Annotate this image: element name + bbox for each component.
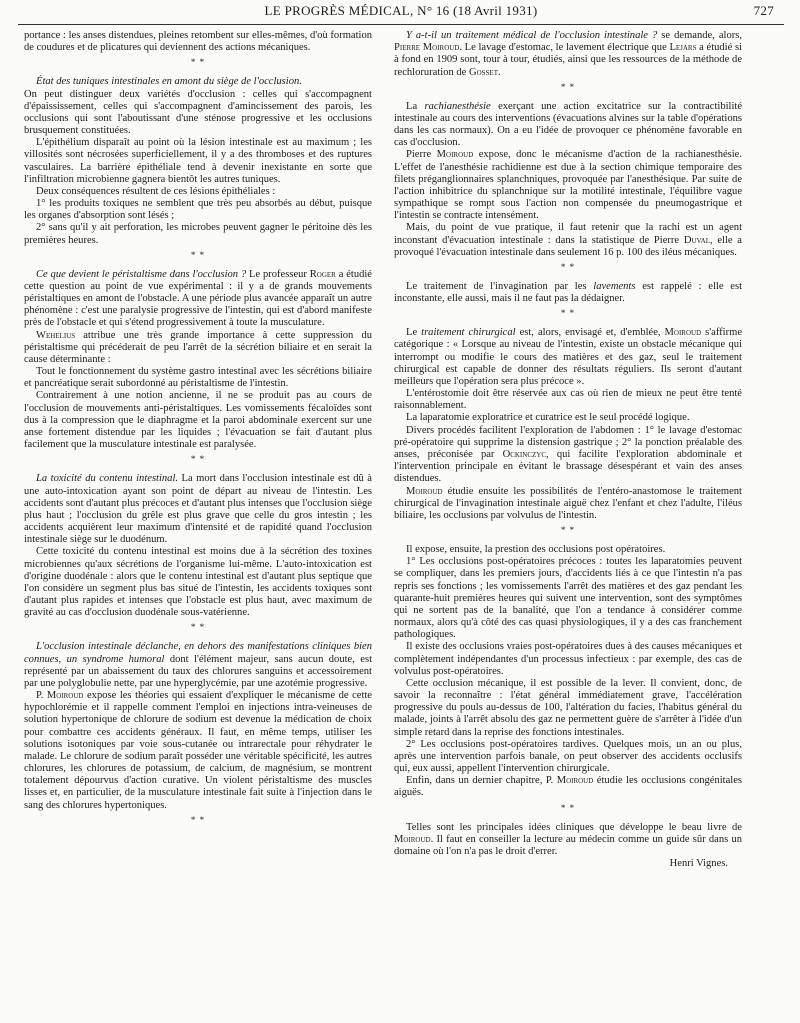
paragraph: 2° Les occlusions post-opératoires tardives. Quelques mois, un an ou plus, après une intervention parfois banale, on peut observer des accidents occlusifs qui, eux aussi, appellent l'intervention chirurgicale. xyxy=(394,738,742,775)
emphasis: rachianesthésie xyxy=(424,100,491,112)
text-run: expose, donc le mécanisme d'action de la rachianesthésie. L'effet de l'anesthésie rachidienne est due à la section chimique temporaire des filets préganglionnaires splanchniques, provoquée par l'anesthésique. Par suite de l'action inhibitrice du splanchnique sur la motilité intestinale, l'équilibre vague sympathique se rompt sous l'action non compensée du pneumogastrique et l'intestin se contracte intensément. xyxy=(394,149,742,222)
author-name: Moiroud xyxy=(394,833,431,845)
section-separator: * * xyxy=(190,249,206,260)
paragraph: Cette occlusion mécanique, il est possible de la lever. Il convient, donc, de savoir la reconnaître : l'état général immédiatement grave, l'accélération progressive du pouls au-dessus de 100, l'altération du facies, l'habitus général du malade, joints à l'arrêt absolu des gaz ne permettent guère de s'arrêter à l'idée d'un simple retard dans la reprise des fonctions intestinales. xyxy=(394,677,742,738)
paragraph xyxy=(24,641,372,690)
text-run: attribue une très grande importance à cette suppression du péristaltisme qui précéderait de peu l'arrêt de la sécrétion biliaire et en serait la cause déterminante : xyxy=(24,329,372,365)
section-title: État des tuniques intestinales en amont du siège de l'occlusion. xyxy=(36,76,302,88)
author-name: Moiroud xyxy=(406,485,443,497)
paragraph xyxy=(24,690,372,812)
section-separator: * * xyxy=(190,622,206,633)
author-name: P. Moiroud xyxy=(36,690,84,702)
paragraph xyxy=(394,281,742,305)
paragraph: L'épithélium disparaît au point où la lésion intestinale est au maximum ; les villosités sont nécrosées superficiellement, il y a des thromboses et des ruptures vasculaires. La barrière épithéliale tend à devenir inexistante en sorte que l'infiltration microbienne gagnera bientôt les autres tuniques. xyxy=(24,137,372,185)
author-name: Pierre Moiroud xyxy=(394,42,460,54)
page-header xyxy=(18,3,784,23)
page-number: 727 xyxy=(753,3,774,18)
text-run: . Le lavage d'estomac, le lavement électrique que xyxy=(459,42,670,54)
author-name: Roger xyxy=(309,268,336,280)
paragraph xyxy=(394,222,742,259)
author-name: Lejars xyxy=(669,42,697,54)
section-separator: * * xyxy=(560,802,576,813)
text-run: La mort dans l'occlusion intestinale est dû à une auto-intoxication ayant son point de départ au niveau de l'intestin. Les accidents sont d'autant plus précoces et d'autant plus intenses que l'occlusion siège plus haut ; l'occlusion du grêle est plus grave que celle du gros intestin ; les accidents acquièrent leur maximum d'intensité et de rapidité quand l'occlusion intestinale siège sur le duodénum. xyxy=(24,473,372,546)
paragraph: portance : les anses distendues, pleines retombent sur elles-mêmes, d'où formation de coudures et de plicatures qui deviennent des actions mécaniques. xyxy=(24,30,372,54)
paragraph: Deux conséquences résultent de ces lésions épithéliales : xyxy=(36,185,276,197)
text-run: Le traitement de l'invagination par les xyxy=(406,280,594,292)
text-run: Pierre xyxy=(406,149,437,161)
emphasis: lavements xyxy=(593,280,636,292)
header-rule xyxy=(18,24,784,25)
paragraph xyxy=(394,425,742,486)
paragraph: 1° Les occlusions post-opératoires précoces : toutes les laparatomies peuvent se compliquer, dans les premiers jours, d'accidents liés à ce que l'intestin n'a pas repris ses fonctions ; les vomissements l'arrêt des matières et des gaz pendant les quarante-huit premières heures qui suivent une intervention, sont des symptômes qui ne sortent pas de la banalité, que l'on a tendance à considérer comme normaux, alors qu'à côté des cas quasi physiologiques, il y a des cas franchement pathologiques. xyxy=(394,556,742,641)
paragraph xyxy=(24,473,372,546)
paragraph xyxy=(24,330,372,367)
section-separator: * * xyxy=(190,454,206,465)
text-run: , qui facilite l'exploration abdominale et l'intervention principale en évitant le brassage désespérant et vain des anses distendues. xyxy=(394,448,742,485)
text-run: est, alors, envisagé et, d'emblée, xyxy=(515,327,665,339)
paragraph xyxy=(24,269,372,330)
text-run: dont l'élément majeur, sans aucun doute, est représenté par un abaissement du taux des chlorures sanguins et accessoirement par une polyglobulie nette, par une hyperglycémie, par une azotémie progressive. xyxy=(24,653,372,689)
text-run: est rappelé : elle est inconstante, elle aussi, mais il ne faut pas la dédaigner. xyxy=(394,280,743,305)
section-title: Y a-t-il un traitement médical de l'occlusion intestinale ? xyxy=(406,30,658,41)
paragraph xyxy=(24,76,372,88)
author-name: Moiroud xyxy=(436,149,474,161)
author-name: Moiroud xyxy=(664,327,702,339)
text-run: , elle a provoqué l'évacuation intestinale dans seulement 16 p. 100 des iléus mécaniques. xyxy=(394,234,742,258)
text-run: exerçant une action excitatrice sur la contractibilité intestinale au cours des interventions (évacuations alvines sur la table d'opérations dans les cas normaux). On a eu l'idée de provoquer ce phénomène favorable en cas d'occlusion. xyxy=(394,100,742,149)
paragraph: L'entérostomie doit être réservée aux cas où rien de mieux ne peut être tenté raisonnablement. xyxy=(394,388,742,412)
text-run: Enfin, dans un dernier chapitre, P. xyxy=(406,775,557,787)
text-run: étudie les occlusions congénitales aiguës. xyxy=(394,775,742,799)
text-run: . Il faut en conseiller la lecture au médecin comme un guide sûr dans un domaine où l'on n'a pas le droit d'errer. xyxy=(394,833,742,857)
section-title: Ce que devient le péristaltisme dans l'occlusion ? xyxy=(36,268,247,280)
text-run: Le xyxy=(406,327,422,339)
paragraph xyxy=(394,822,742,859)
paragraph: 1° les produits toxiques ne semblent que très peu absorbés au début, puisque les organes d'absorption sont lésés ; xyxy=(24,198,372,222)
paragraph: 2° sans qu'il y ait perforation, les microbes peuvent gagner le péritoine dès les premières heures. xyxy=(24,222,372,246)
author-name: Duval xyxy=(683,234,710,246)
text-run: s'affirme catégorique : « Lorsque au niveau de l'intestin, existe un obstacle mécanique qui interrompt ou modifie le cours des matières et des gaz, seul le traitement chirurgical est capable de donner des résultats réguliers. Ils seront d'autant meilleurs que l'opération sera plus précoce ». xyxy=(394,327,742,387)
text-run: étudie ensuite les possibilités de l'entéro-anastomose le traitement chirurgical de l'invagination intestinale aiguë chez l'enfant et chez l'adulte, l'iléus biliaire, les occlusions par volvulus de l'intestin. xyxy=(394,485,742,521)
text-run: Mais, du point de vue pratique, il faut retenir que la rachi est un agent inconstant d'évacuation intestinale : dans la statistique de Pierre xyxy=(394,222,742,246)
text-run: a étudié cette question au point de vue expérimental : il y a de grands mouvements péristaltiques en amont de l'obstacle. A une période plus avancée apparaît un autre phénomène : c'est une paralysie progressive de l'intestin, qui est d'abord manifeste près de l'obstacle et qui s'étend progressivement à toute la musculature. xyxy=(24,268,372,329)
paragraph xyxy=(394,30,742,79)
section-separator: * * xyxy=(560,525,576,536)
paragraph xyxy=(394,486,742,523)
paragraph: Cette toxicité du contenu intestinal est moins due à la sécrétion des toxines microbiennes qu'aux sécrétions de l'organisme lui-même. L'auto-intoxication est d'origine duodénale : alors que le contenu intestinal est d'autant plus septique que l'on considère un segment plus bas situé de l'intestin, les accidents toxiques sont d'autant plus rapides et intenses que l'obstacle est plus haut, avec maximum de gravité au cas d'occlusion duodénale sous-vatérienne. xyxy=(24,546,372,619)
journal-title: LE PROGRÈS MÉDICAL, N° 16 (18 Avril 1931) xyxy=(264,3,538,18)
right-column xyxy=(394,30,742,870)
section-separator: * * xyxy=(560,261,576,272)
emphasis: traitement chirurgical xyxy=(421,327,516,339)
text-run: expose les théories qui essaient d'expliquer le mécanisme de cette hypochlorémie et il rappelle comment l'emploi en injections intra-veineuses de solution hypertonique de chlorure de sodium est devenue la médication de choix pour combattre ces accidents généraux. Il faut, en même temps, utiliser les solutions isotoniques par voie sous-cutanée ou intrarectale pour réhydrater le malade. Le chlorure de sodium paraît posséder une véritable spécificité, les autres chlorures, les chlorures de potassium, de calcium, de magnésium, se montrent totalement dépourvus d'action curative. Un violent péristaltisme des muscles lisses et, en particulier, de la musculature intestinale fait suite à l'injection dans le sang des chlorures hypertoniques. xyxy=(24,690,372,811)
paragraph xyxy=(394,327,742,388)
section-separator: * * xyxy=(190,814,206,825)
paragraph: La laparatomie exploratrice et curatrice est le seul procédé logique. xyxy=(406,412,690,424)
author-name: Ockinczyc xyxy=(502,448,546,460)
left-column xyxy=(24,30,372,834)
paragraph: On peut distinguer deux variétés d'occlusion : celles qui s'accompagnent d'épaississement, celles qui s'accompagnent d'amincissement des parois, les occlusions qui sont l'aboutissant d'une sténose progressive et les occlusions brusquement constituées. xyxy=(24,88,372,137)
paragraph xyxy=(394,775,742,799)
paragraph xyxy=(394,101,742,150)
text-run: La xyxy=(406,100,425,112)
text-run: . xyxy=(497,66,501,78)
text-run: Telles sont les principales idées cliniques que développe le beau livre de xyxy=(406,821,742,833)
author-name: Moiroud xyxy=(556,775,594,787)
section-title: La toxicité du contenu intestinal. xyxy=(36,473,179,485)
text-run: Le professeur xyxy=(246,268,310,280)
paragraph: Tout le fonctionnement du système gastro intestinal avec les sécrétions biliaire et pancréatique serait subordonné au péristaltisme de l'intestin. xyxy=(24,366,372,390)
paragraph: Contrairement à une notion ancienne, il ne se produit pas au cours de l'occlusion de mouvements anti-péristaltiques. Les vomissements fécaloïdes sont dus à la compression que le diaphragme et la paroi abdominale exercent sur une anse fortement distendue par les liquides ; l'évacuation se fait d'autant plus facilement que la musculature intestinale est paralysée. xyxy=(24,390,372,451)
section-separator: * * xyxy=(560,81,576,92)
section-separator: * * xyxy=(190,57,206,68)
text-run: a étudié si à fond en 1909 sont, tour à tour, étudiés, ainsi que les ressources de la méthode de rechloruration de xyxy=(394,42,742,78)
paragraph xyxy=(394,149,742,222)
section-separator: * * xyxy=(560,308,576,319)
text-run: se demande, alors, xyxy=(657,30,742,41)
paragraph: Il existe des occlusions vraies post-opératoires dues à des causes mécaniques et complètement indépendantes d'un processus infectieux : par exemple, des cas de volvulus post-opératoires. xyxy=(394,641,742,677)
text-run: Divers procédés facilitent l'exploration de l'abdomen : 1° le lavage d'estomac pré-opératoire qui supprime la distension gastrique ; 2° la ponction préalable des anses, préconisée par xyxy=(394,424,742,460)
paragraph: Il expose, ensuite, la prestion des occlusions post opératoires. xyxy=(406,544,666,556)
section-title: L'occlusion intestinale déclanche, en dehors des manifestations cliniques bien connues, un syndrome humoral xyxy=(24,641,372,665)
author-name: Gosset xyxy=(468,66,498,78)
author-name: Wehelius xyxy=(36,329,76,341)
signature: Henri Vignes. xyxy=(669,858,728,870)
